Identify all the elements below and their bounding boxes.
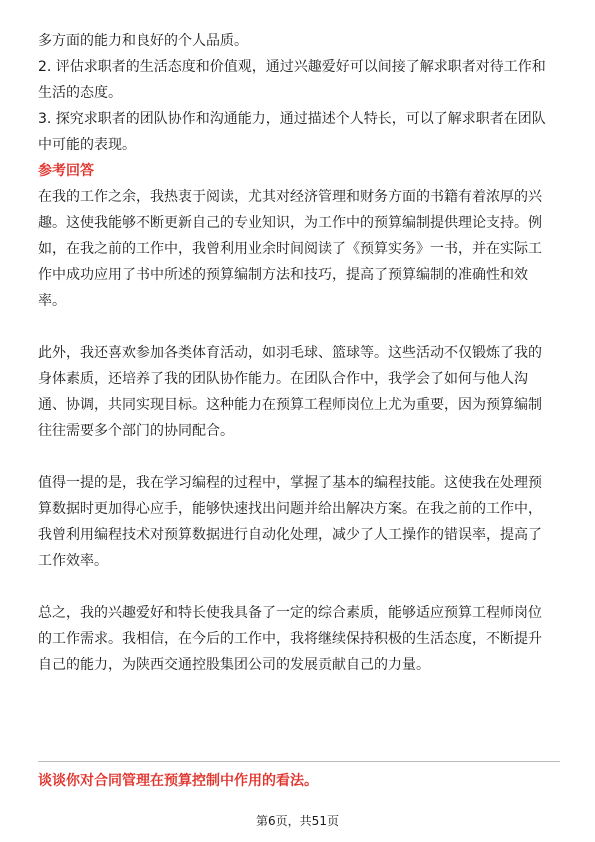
paragraph-line: 总之，我的兴趣爱好和特长使我具备了一定的综合素质，能够适应预算工程师岗位: [38, 605, 542, 621]
paragraph-line: 通、协调，共同实现目标。这种能力在预算工程师岗位上尤为重要，因为预算编制: [38, 397, 542, 413]
answer-paragraph: [38, 600, 560, 678]
paragraph-line: 自己的能力，为陕西交通控股集团公司的发展贡献自己的力量。: [38, 657, 430, 673]
paragraph-line: 往往需要多个部门的协同配合。: [38, 423, 234, 439]
page-footer: 第6页，共51页: [256, 814, 339, 828]
paragraph-line: 的工作需求。我相信，在今后的工作中，我将继续保持积极的生活态度，不断提升: [38, 631, 542, 647]
answer-paragraph: [38, 340, 560, 444]
paragraph-line: 如，在我之前的工作中，我曾利用业余时间阅读了《预算实务》一书，并在实际工: [38, 241, 542, 257]
paragraph-line: 作中成功应用了书中所述的预算编制方法和技巧，提高了预算编制的准确性和效: [38, 267, 528, 283]
intro-section: [38, 28, 560, 158]
intro-line: 2. 评估求职者的生活态度和价值观，通过兴趣爱好可以间接了解求职者对待工作和: [38, 59, 546, 75]
answer-paragraph: [38, 470, 560, 574]
paragraph-line: 我曾利用编程技术对预算数据进行自动化处理，减少了人工操作的错误率，提高了: [38, 527, 542, 543]
intro-line: 中可能的表现。: [38, 137, 136, 153]
paragraph-gap: [38, 314, 560, 340]
paragraph-line: 算数据时更加得心应手，能够快速找出问题并给出解决方案。在我之前的工作中，: [38, 501, 542, 517]
document-body: [38, 28, 560, 678]
paragraph-line: 身体素质，还培养了我的团队协作能力。在团队合作中，我学会了如何与他人沟: [38, 371, 528, 387]
intro-line: 3. 探究求职者的团队协作和沟通能力，通过描述个人特长，可以了解求职者在团队: [38, 111, 546, 127]
paragraph-line: 在我的工作之余，我热衷于阅读，尤其对经济管理和财务方面的书籍有着浓厚的兴: [38, 189, 542, 205]
paragraph-line: 值得一提的是，我在学习编程的过程中，掌握了基本的编程技能。这使我在处理预: [38, 475, 542, 491]
paragraph-line: 趣。这使我能够不断更新自己的专业知识，为工作中的预算编制提供理论支持。例: [38, 215, 542, 231]
intro-line: 生活的态度。: [38, 85, 122, 101]
paragraph-gap: [38, 574, 560, 600]
answer-paragraph: [38, 184, 560, 314]
paragraph-gap: [38, 444, 560, 470]
section-divider: [38, 761, 560, 762]
intro-line: 多方面的能力和良好的个人品质。: [38, 33, 248, 49]
next-question-heading: 谈谈你对合同管理在预算控制中作用的看法。: [38, 773, 318, 789]
paragraph-line: 率。: [38, 293, 66, 309]
answer-heading: 参考回答: [38, 163, 94, 179]
paragraph-line: 此外，我还喜欢参加各类体育活动，如羽毛球、篮球等。这些活动不仅锻炼了我的: [38, 345, 542, 361]
paragraph-line: 工作效率。: [38, 553, 108, 569]
